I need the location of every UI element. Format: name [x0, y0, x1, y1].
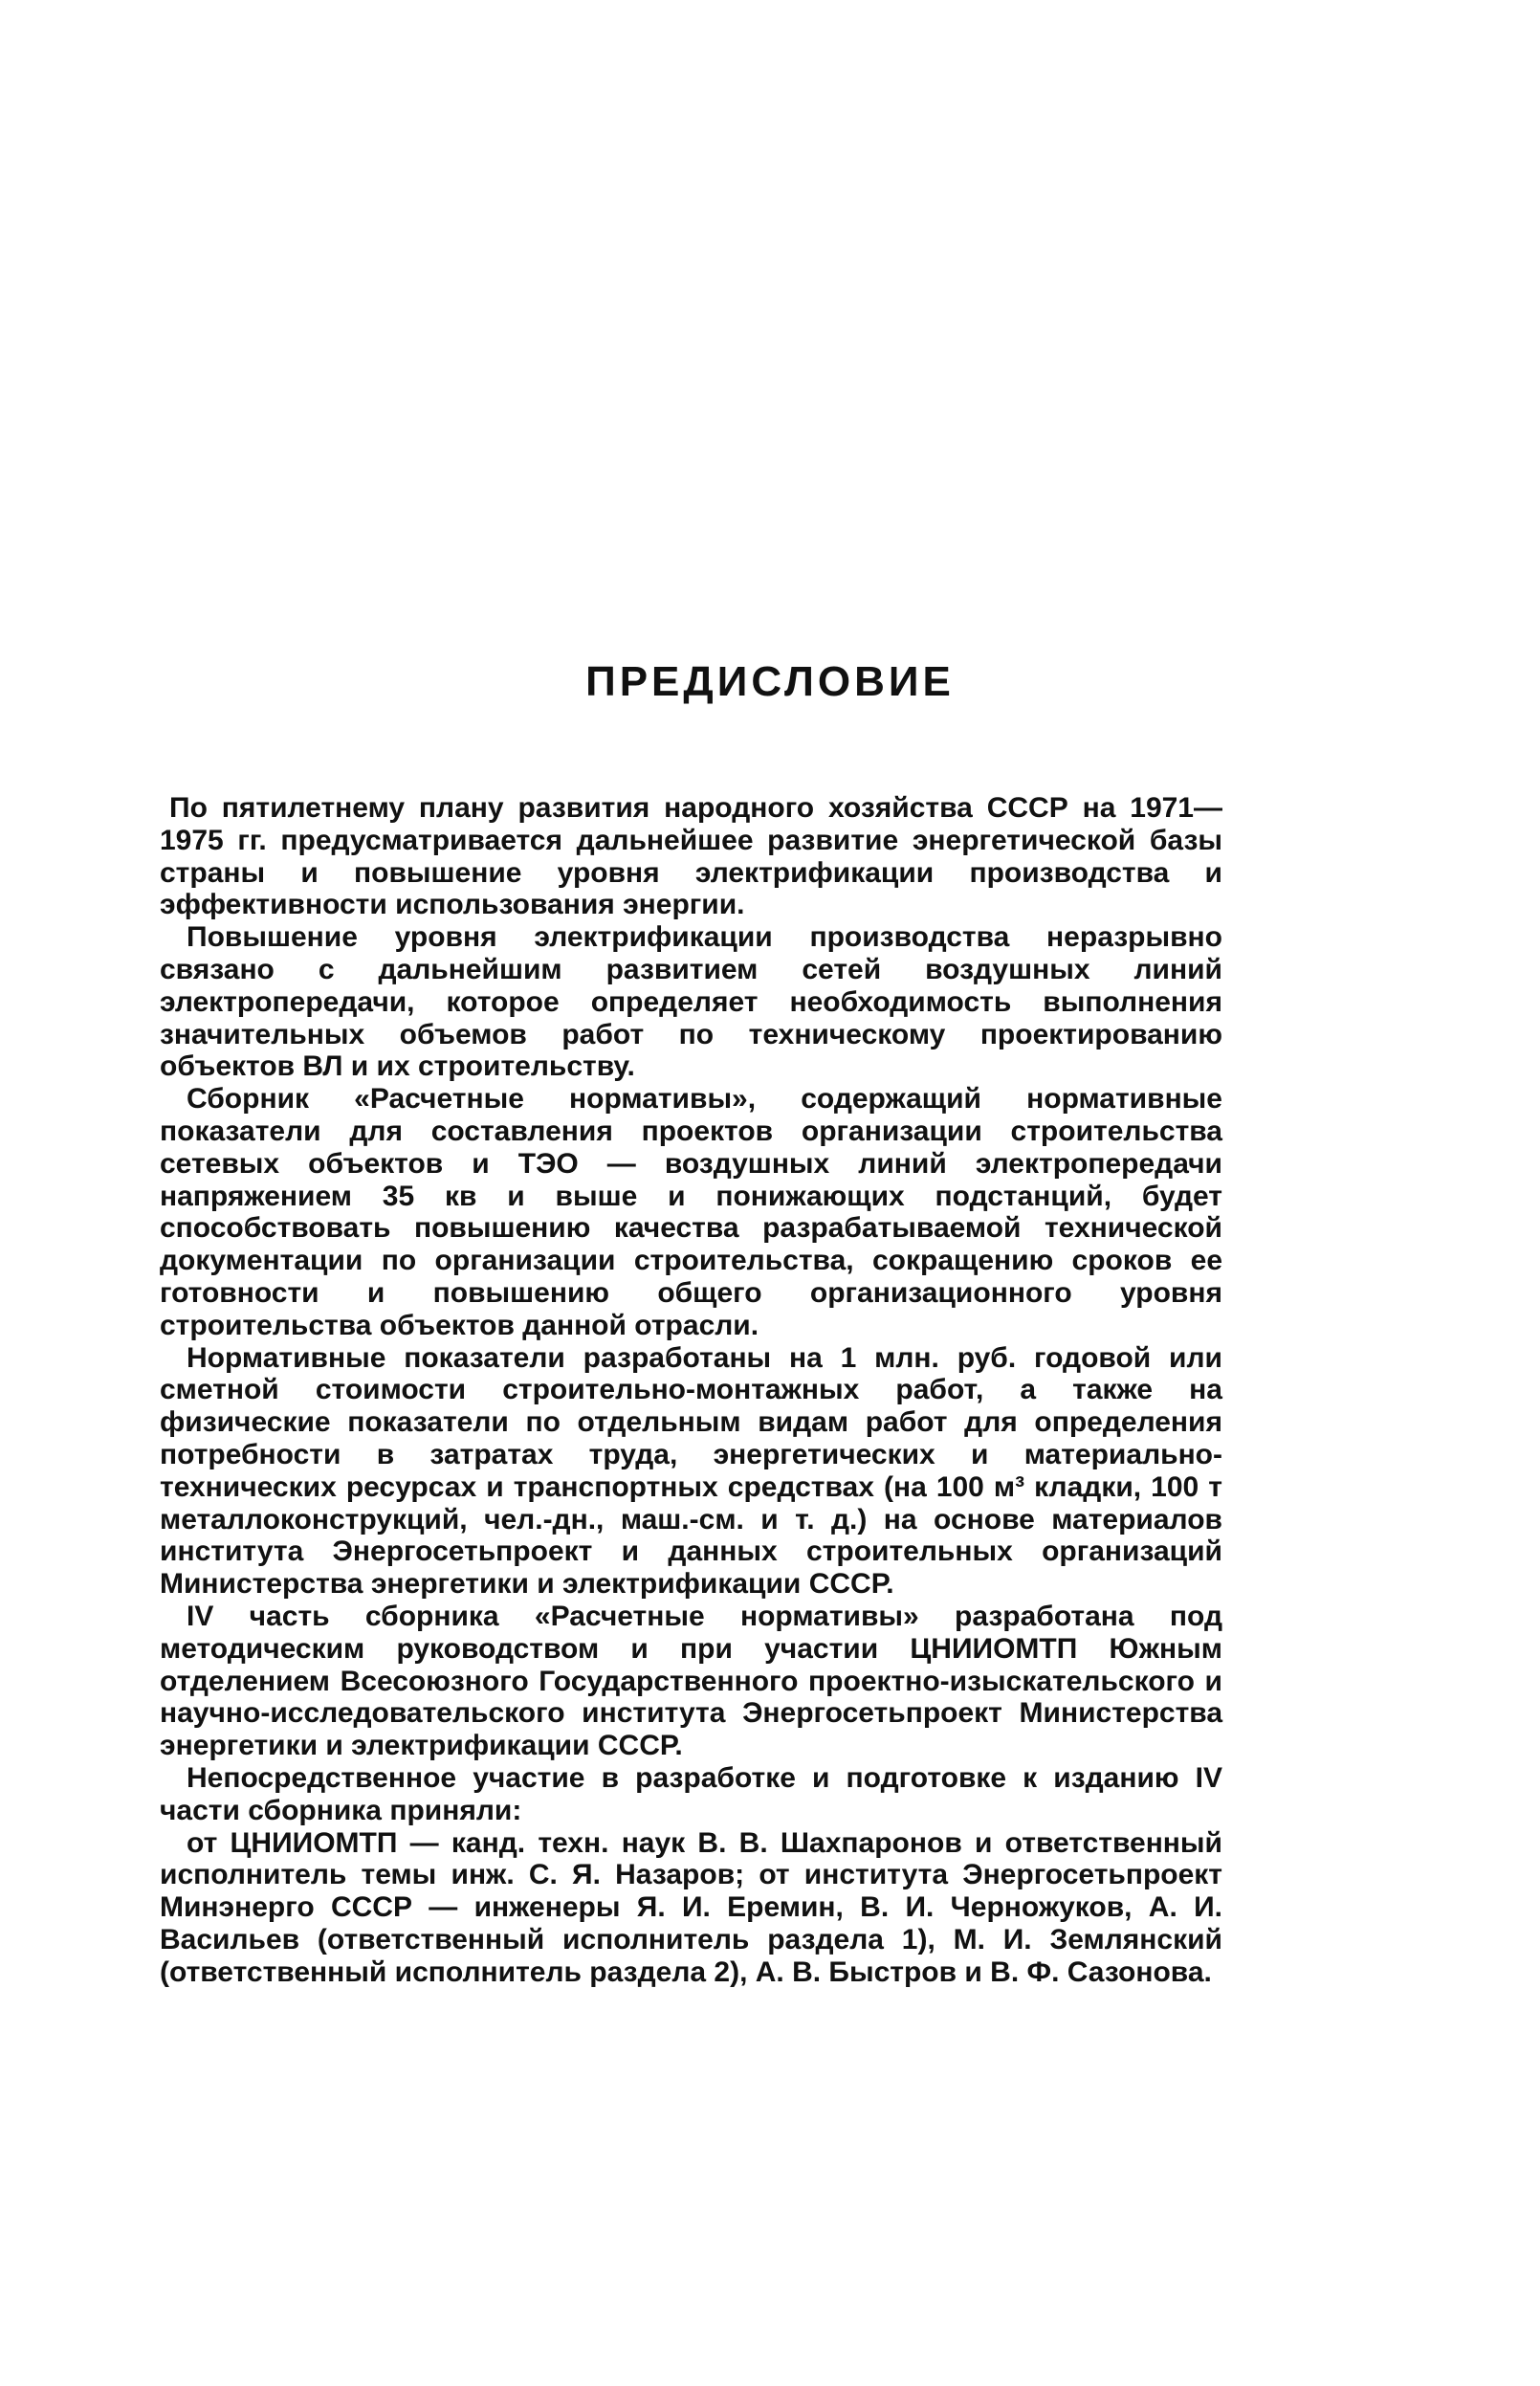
- preface-body: [160, 792, 1222, 1988]
- paragraph-part-four: IV часть сборника «Расчетные нормативы» разработана под методическим руководством и при участии ЦНИИОМТП Южным отделением Всесоюзного Государственного проектно-изыскательского и научно-исследовательского института Энергосетьпроект Министерства энергетики и электрификации СССР.: [160, 1600, 1222, 1762]
- paragraph-contributors: от ЦНИИОМТП — канд. техн. наук В. В. Шахпаронов и ответственный исполнитель темы инж. С. Я. Назаров; от института Энергосетьпроект Минэнерго СССР — инженеры Я. И. Еремин, В. И. Черножуков, А. И. Васильев (ответственный исполнитель раздела 1), М. И. Землянский (ответственный исполнитель раздела 2), А. В. Быстров и В. Ф. Сазонова.: [160, 1826, 1222, 1988]
- paragraph-indicators: Нормативные показатели разработаны на 1 млн. руб. годовой или сметной стоимости строительно-монтажных работ, а также на физические показатели по отдельным видам работ для определения потребности в затратах труда, энергетических и материально-технических ресурсах и транспортных средствах (на 100 м³ кладки, 100 т металлоконструкций, чел.-дн., маш.-см. и т. д.) на основе материалов института Энергосетьпроект и данных строительных организаций Министерства энергетики и электрификации СССР.: [160, 1341, 1222, 1601]
- paragraph-participation: Непосредственное участие в разработке и подготовке к изданию IV части сборника приняли:: [160, 1761, 1222, 1826]
- paragraph-collection: Сборник «Расчетные нормативы», содержащий нормативные показатели для составления проектов организации строительства сетевых объектов и ТЭО — воздушных линий электропередачи напряжением 35 кв и выше и понижающих подстанций, будет способствовать повышению качества разрабатываемой технической документации по организации строительства, сокращению сроков ее готовности и повышению общего организационного уровня строительства объектов данной отрасли.: [160, 1083, 1222, 1341]
- page-title: ПРЕДИСЛОВИЕ: [585, 658, 955, 705]
- paragraph-electrification: Повышение уровня электрификации производства неразрывно связано с дальнейшим развитием сетей воздушных линий электропередачи, которое определяет необходимость выполнения значительных объемов работ по техническому проектированию объектов ВЛ и их строительству.: [160, 921, 1222, 1083]
- paragraph-plan: По пятилетнему плану развития народного хозяйства СССР на 1971—1975 гг. предусматривается дальнейшее развитие энергетической базы страны и повышение уровня электрификации производства и эффективности использования энергии.: [160, 792, 1222, 921]
